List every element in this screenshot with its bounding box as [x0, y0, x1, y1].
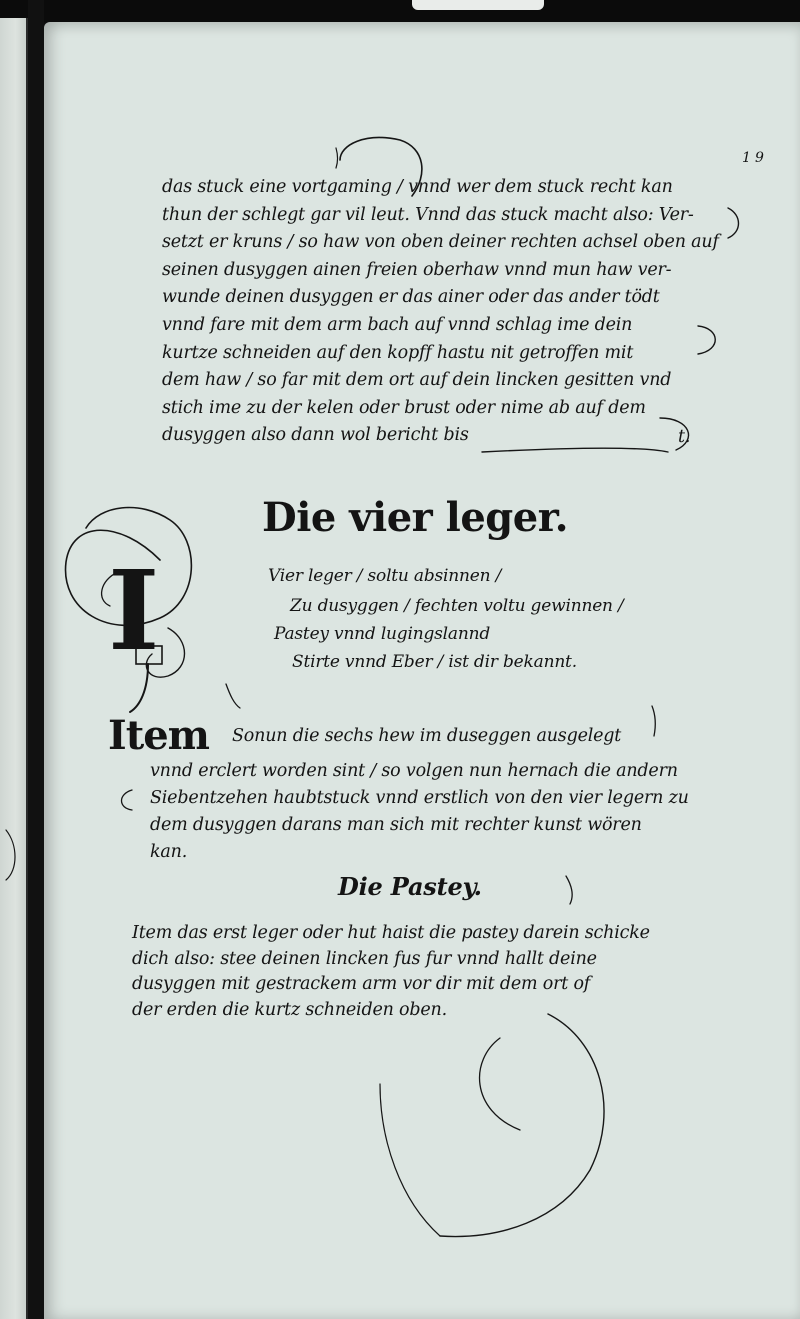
verse-line: Pastey vnnd lugingslannd: [274, 624, 491, 644]
text-line: kurtze schneiden auf den kopff hastu nit getroffen mit: [162, 342, 634, 363]
text-line: dusyggen also dann wol bericht bis: [162, 425, 469, 446]
text-line: kan.: [150, 842, 188, 862]
paragraph-1-end-mark: t.: [678, 427, 691, 447]
text-line: vnnd erclert worden sint / so volgen nun hernach die andern: [150, 761, 678, 781]
adjacent-page-edge: [0, 18, 28, 1319]
item-lead-word: Item: [108, 712, 209, 759]
text-line: dich also: stee deinen lincken fus fur vnnd hallt deine: [132, 948, 597, 969]
paragraph-1: [162, 174, 722, 450]
text-line: vnnd fare mit dem arm bach auf vnnd schlag ime dein: [162, 314, 633, 335]
text-line: dem haw / so far mit dem ort auf dein lincken gesitten vnd: [162, 370, 672, 391]
text-line: dem dusyggen darans man sich mit rechter kunst wören: [150, 815, 642, 835]
scan-top-border: [0, 0, 800, 22]
verse-line: Vier leger / soltu absinnen /: [268, 566, 502, 586]
heading-die-pastey: Die Pastey.: [338, 872, 482, 901]
paragraph-3: [132, 920, 692, 1022]
text-line: Item das erst leger oder hut haist die pastey darein schicke: [132, 923, 650, 943]
verse-line: Zu dusyggen / fechten voltu gewinnen /: [290, 596, 624, 616]
book-gutter: [28, 0, 44, 1319]
text-line: Sonun die sechs hew im duseggen ausgelegt: [232, 726, 622, 746]
text-line: Siebentzehen haubtstuck vnnd erstlich von den vier legern zu: [150, 788, 689, 808]
text-line: der erden die kurtz schneiden oben.: [132, 999, 447, 1020]
text-line: wunde deinen dusyggen er das ainer oder das ander tödt: [162, 287, 660, 308]
text-line: stich ime zu der kelen oder brust oder nime ab auf dem: [162, 397, 646, 418]
text-line: das stuck eine vortgaming / vnnd wer dem stuck recht kan: [162, 177, 673, 197]
text-line: setzt er kruns / so haw von oben deiner rechten achsel oben auf: [162, 232, 719, 253]
text-line: dusyggen mit gestrackem arm vor dir mit dem ort of: [132, 974, 591, 994]
text-line: thun der schlegt gar vil leut. Vnnd das stuck macht also: Ver-: [162, 204, 694, 225]
text-line: seinen dusyggen ainen freien oberhaw vnnd mun haw ver-: [162, 259, 672, 280]
scan-top-tab: [412, 0, 544, 10]
verse-line: Stirte vnnd Eber / ist dir bekannt.: [292, 652, 577, 672]
paragraph-2: [150, 758, 710, 866]
folio-number: 1 9: [742, 150, 764, 166]
decorated-initial: I: [108, 546, 160, 675]
heading-die-vier-leger: Die vier leger.: [262, 494, 569, 541]
